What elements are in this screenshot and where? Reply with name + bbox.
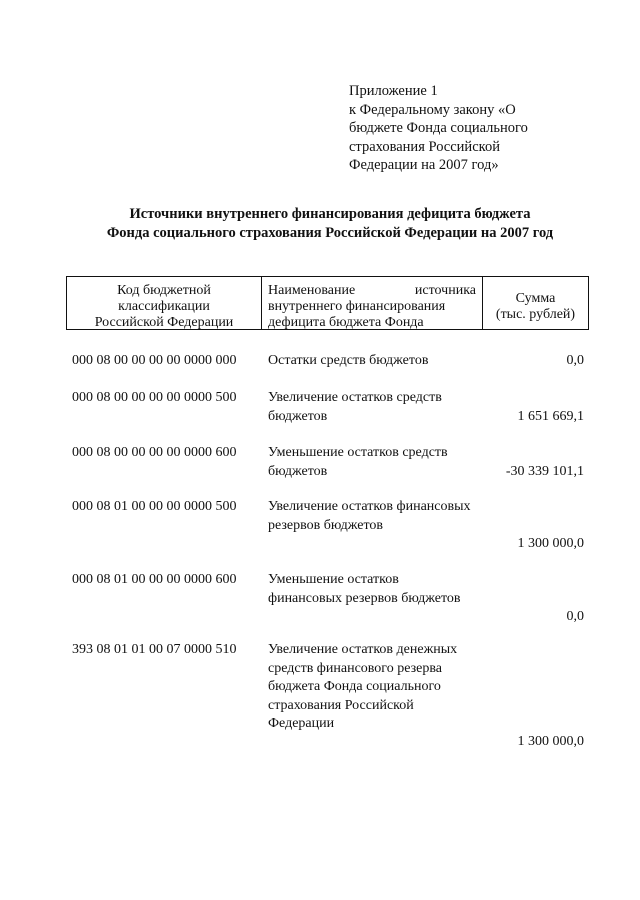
row-name: Уменьшение остатков средств бюджетов [268, 445, 448, 479]
row-code: 000 08 00 00 00 00 0000 600 [72, 445, 237, 460]
row-amount: 1 300 000,0 [517, 535, 584, 551]
header-amount-line: (тыс. рублей) [495, 307, 576, 322]
header-name-line: дефицита бюджета Фонда [268, 315, 424, 330]
row-amount: 0,0 [566, 608, 584, 624]
title-line: Источники внутреннего финансирования дефицита бюджета [129, 206, 531, 222]
appendix-line: к Федеральному закону «О [349, 101, 516, 118]
table-row [72, 641, 584, 751]
row-name: Увеличение остатков денежных средств финансового резерва бюджета Фонда социального страхования Российской Федерации [268, 642, 458, 731]
row-name: Увеличение остатков средств бюджетов [268, 390, 442, 424]
table-header [66, 276, 589, 330]
header-code-line: классификации [118, 299, 210, 314]
row-name: Остатки средств бюджетов [268, 353, 429, 368]
header-name-line: внутреннего финансирования [268, 299, 446, 314]
header-amount [483, 277, 588, 329]
table-row [72, 571, 584, 626]
title-line: Фонда социального страхования Российской Федерации на 2007 год [106, 225, 554, 241]
row-code: 000 08 00 00 00 00 0000 500 [72, 390, 237, 405]
header-name [262, 277, 483, 329]
header-code-line: Российской Федерации [94, 315, 234, 330]
table-row [72, 389, 584, 426]
table-row [72, 352, 584, 370]
row-amount: 1 651 669,1 [517, 408, 584, 424]
header-amount-line: Сумма [515, 291, 556, 306]
row-amount: 1 300 000,0 [517, 733, 584, 749]
table-row [72, 444, 584, 481]
row-amount: 0,0 [566, 352, 584, 368]
header-name-line: Наименование источника [268, 283, 476, 298]
row-name: Увеличение остатков финансовых резервов бюджетов [268, 499, 471, 533]
appendix-line: бюджете Фонда социального [349, 120, 528, 136]
row-amount: -30 339 101,1 [505, 463, 584, 479]
row-code: 000 08 00 00 00 00 0000 000 [72, 353, 237, 368]
header-code [67, 277, 262, 329]
appendix-line: Федерации на 2007 год» [349, 157, 499, 173]
row-name: Уменьшение остатков финансовых резервов бюджетов [268, 572, 461, 606]
appendix-line: Приложение 1 [349, 83, 438, 99]
appendix-line: страхования Российской [349, 138, 500, 155]
table-row [72, 498, 584, 553]
row-code: 000 08 01 00 00 00 0000 600 [72, 572, 237, 587]
document-title [40, 205, 620, 243]
header-code-line: Код бюджетной [117, 283, 211, 298]
row-code: 000 08 01 00 00 00 0000 500 [72, 499, 237, 514]
appendix-note [349, 82, 579, 175]
row-code: 393 08 01 01 00 07 0000 510 [72, 642, 237, 657]
